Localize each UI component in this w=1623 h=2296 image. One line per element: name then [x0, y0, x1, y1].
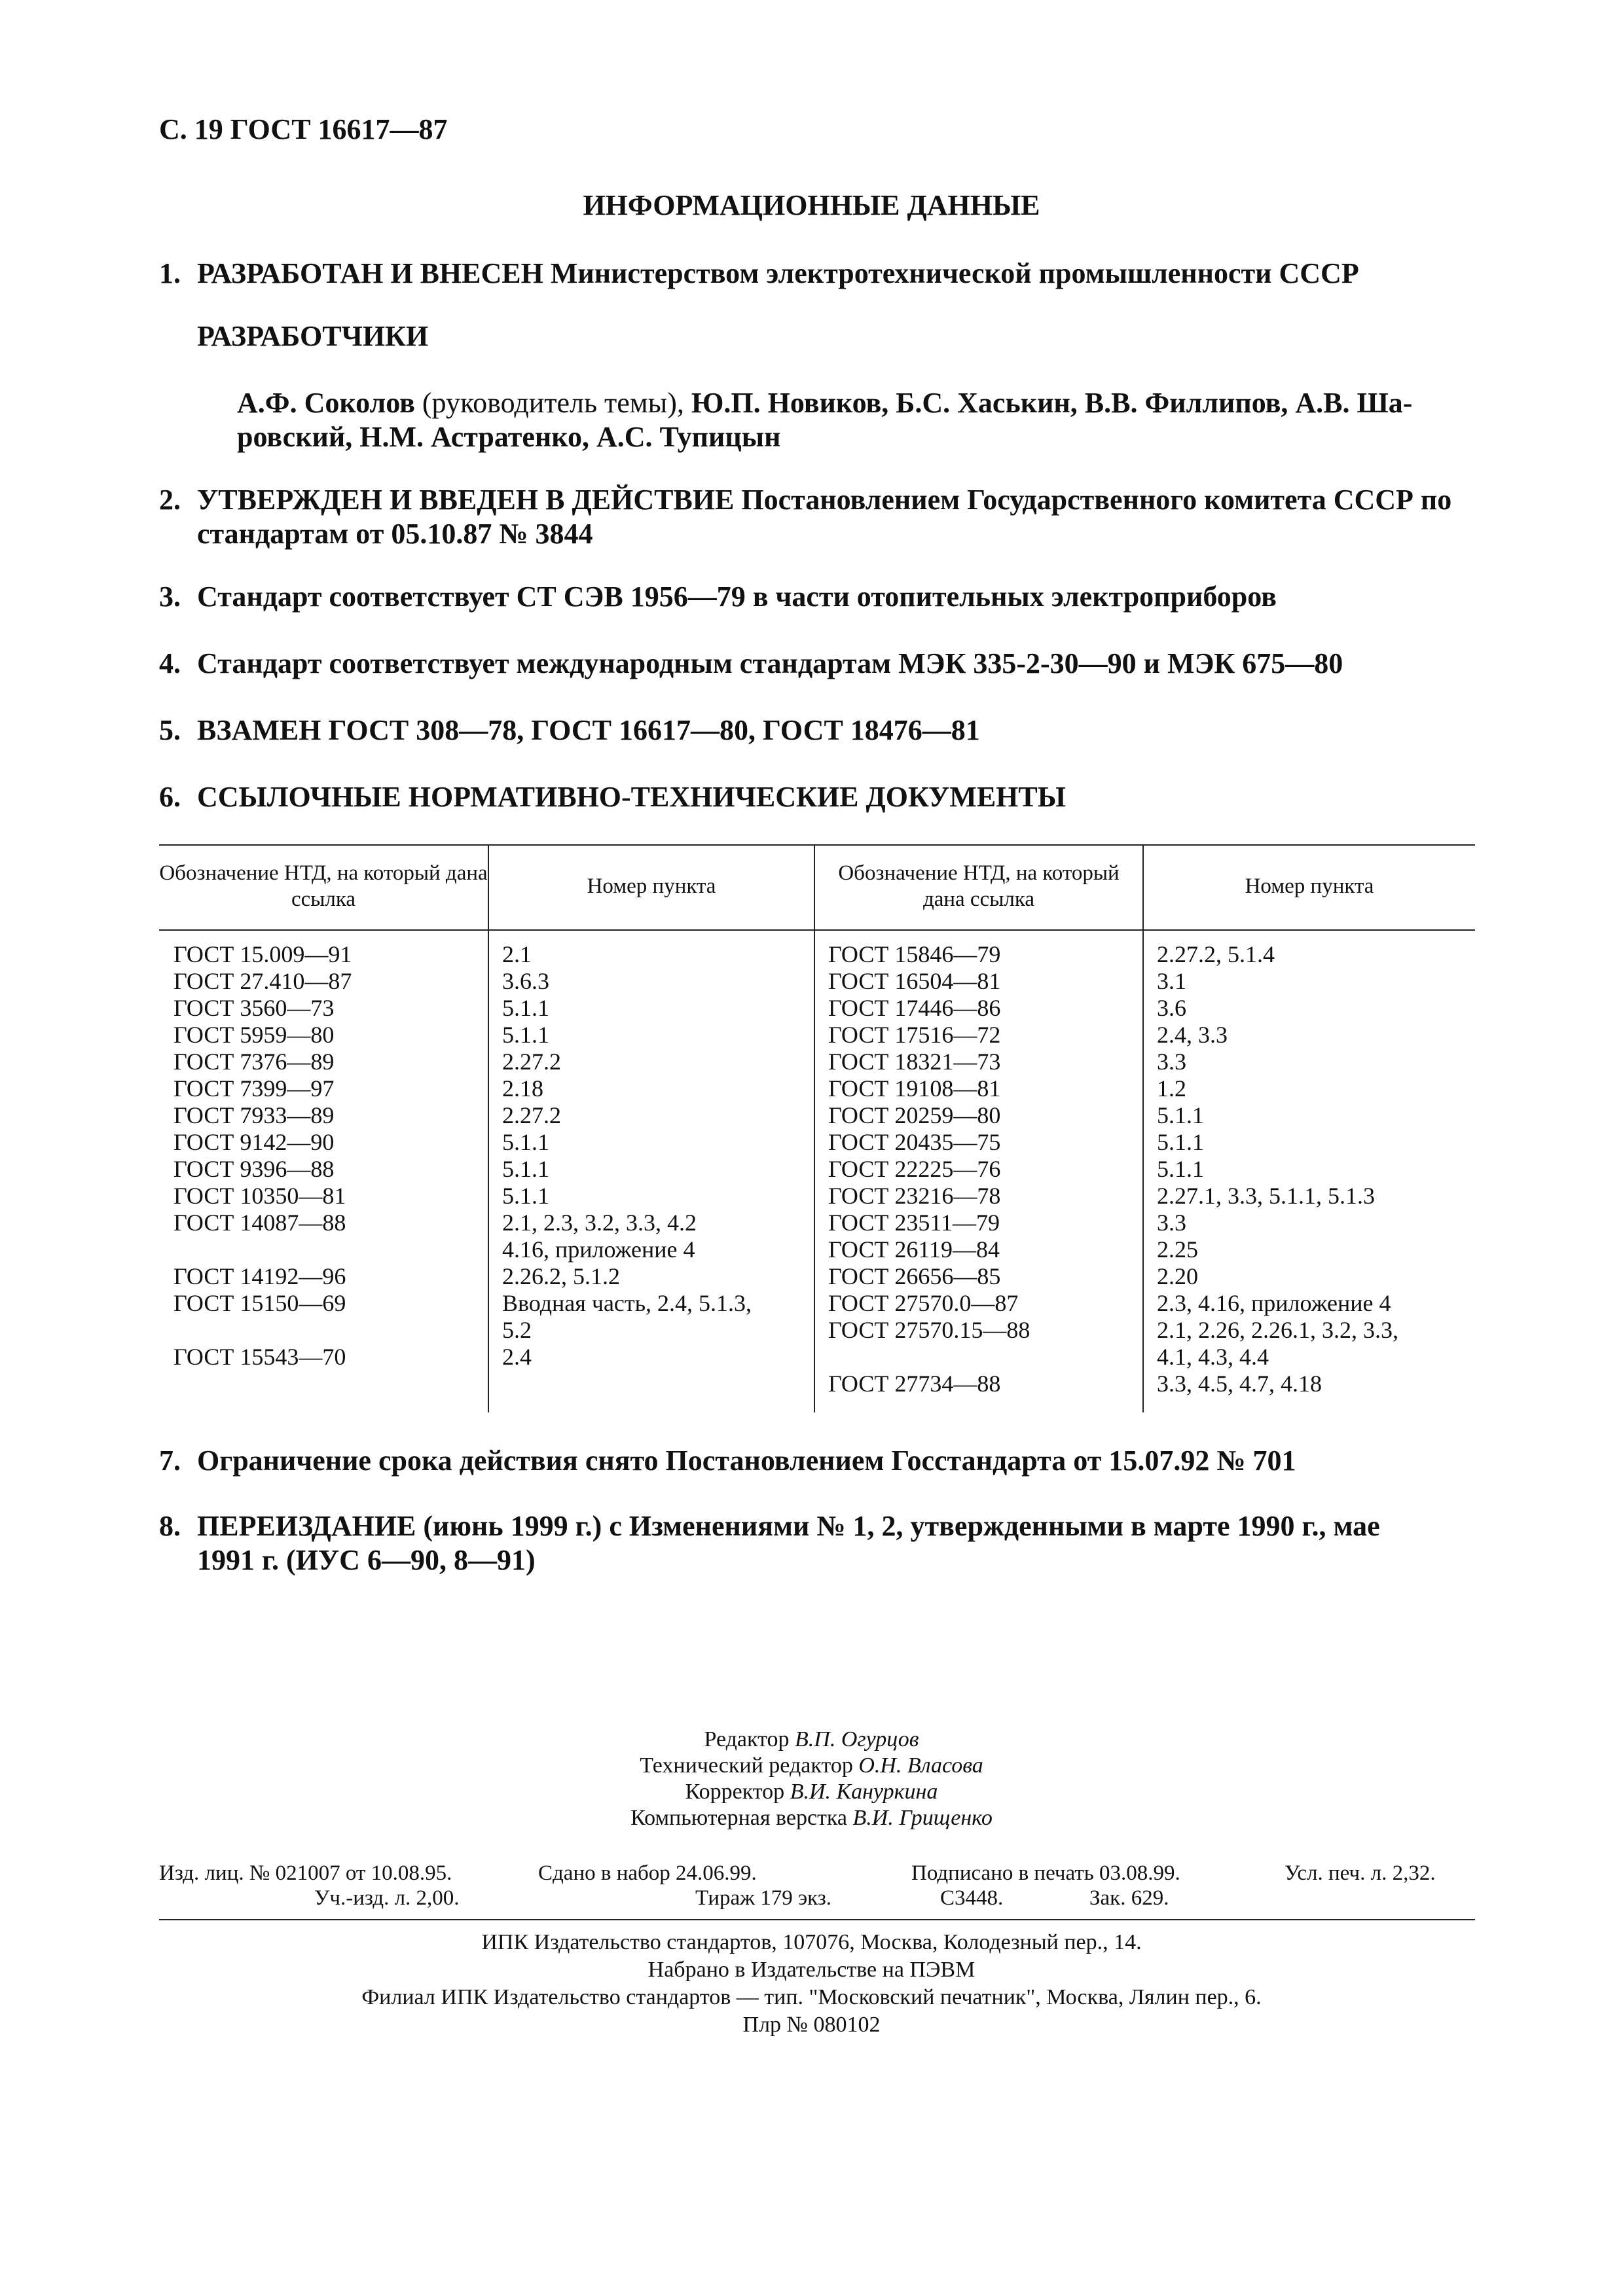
cell-doc-left: ГОСТ 9396—88: [173, 1156, 335, 1182]
imprint-code: С3448.: [940, 1886, 1004, 1910]
section-6: [159, 780, 1468, 814]
cell-item-right: 3.3: [1157, 1049, 1186, 1075]
footer-line-3: Филиал ИПК Издательство стандартов — тип. "Московский печатник", Москва, Лялин пер., 6.: [361, 1985, 1262, 2009]
cell-doc-right: ГОСТ 20259—80: [828, 1102, 1001, 1128]
section-2-line-2: стандартам от 05.10.87 № 3844: [197, 518, 593, 550]
cell-item-right: 2.1, 2.26, 2.26.1, 3.2, 3.3,: [1157, 1317, 1398, 1343]
developers-line-1: [237, 386, 1412, 420]
imprint-print-sheets: Усл. печ. л. 2,32.: [1285, 1861, 1436, 1885]
cell-doc-right: ГОСТ 20435—75: [828, 1129, 1001, 1155]
cell-doc-left: ГОСТ 3560—73: [173, 995, 335, 1021]
cell-item-left: 5.1.1: [502, 1022, 549, 1048]
cell-item-right: 2.27.2, 5.1.4: [1157, 941, 1275, 967]
table-header-doc-left: Обозначение НТД, на который дана ссылка: [159, 861, 488, 911]
cell-item-left: 2.4: [502, 1344, 532, 1370]
cell-item-left: 2.26.2, 5.1.2: [502, 1263, 620, 1289]
section-number: 2.: [159, 484, 181, 516]
footer-line-2: Набрано в Издательстве на ПЭВМ: [647, 1958, 976, 1982]
cell-item-left: 2.18: [502, 1075, 543, 1102]
credit-tech-editor: [0, 1753, 1623, 1779]
credit-layout: [0, 1805, 1623, 1831]
section-3-text: Стандарт соответствует СТ СЭВ 1956—79 в части отопительных электроприборов: [197, 581, 1277, 613]
section-1-label: РАЗРАБОТАН И ВНЕСЕН: [197, 257, 543, 289]
cell-item-right: 5.1.1: [1157, 1156, 1204, 1182]
cell-item-right: 3.3, 4.5, 4.7, 4.18: [1157, 1371, 1322, 1397]
cell-item-right: 5.1.1: [1157, 1129, 1204, 1155]
developer-lead-name: А.Ф. Соколов: [237, 387, 415, 419]
section-4-text: Стандарт соответствует международным стандартам МЭК 335-2-30—90 и МЭК 675—80: [197, 647, 1343, 679]
cell-item-right: 2.20: [1157, 1263, 1198, 1289]
imprint-typeset: Сдано в набор 24.06.99.: [538, 1861, 757, 1885]
imprint-pub-sheets: Уч.-изд. л. 2,00.: [314, 1886, 460, 1910]
section-number: 1.: [159, 257, 181, 289]
imprint-signed: Подписано в печать 03.08.99.: [911, 1861, 1180, 1885]
section-number: 8.: [159, 1510, 181, 1542]
cell-doc-right: ГОСТ 27570.0—87: [828, 1290, 1019, 1316]
cell-item-left: 5.1.1: [502, 1183, 549, 1209]
cell-item-left: Вводная часть, 2.4, 5.1.3,: [502, 1290, 752, 1316]
credit-name: В.И. Кануркина: [790, 1780, 938, 1804]
credit-label: Технический редактор: [640, 1753, 853, 1778]
cell-item-right: 2.4, 3.3: [1157, 1022, 1228, 1048]
cell-doc-left: ГОСТ 9142—90: [173, 1129, 335, 1155]
table-header-rule: [159, 929, 1475, 931]
footer-divider: [159, 1919, 1475, 1920]
section-number: 5.: [159, 714, 181, 746]
credit-corrector: [0, 1779, 1623, 1805]
credit-editor: [0, 1727, 1623, 1753]
cell-item-right: 2.27.1, 3.3, 5.1.1, 5.1.3: [1157, 1183, 1375, 1209]
cell-doc-right: ГОСТ 26119—84: [828, 1236, 1000, 1263]
cell-doc-right: ГОСТ 23216—78: [828, 1183, 1001, 1209]
cell-item-right: 2.25: [1157, 1236, 1198, 1263]
cell-item-right: 3.3: [1157, 1210, 1186, 1236]
section-5: [159, 713, 1468, 747]
section-2: [159, 483, 1475, 551]
cell-doc-right: ГОСТ 27734—88: [828, 1371, 1001, 1397]
cell-doc-right: ГОСТ 26656—85: [828, 1263, 1001, 1289]
cell-item-left: 2.27.2: [502, 1102, 561, 1128]
section-8-line-2: 1991 г. (ИУС 6—90, 8—91): [197, 1544, 536, 1576]
column-divider: [1142, 844, 1144, 1412]
cell-doc-left: ГОСТ 15150—69: [173, 1290, 346, 1316]
cell-doc-left: ГОСТ 7399—97: [173, 1075, 335, 1102]
cell-doc-right: ГОСТ 15846—79: [828, 941, 1001, 967]
credit-name: В.И. Грищенко: [852, 1806, 993, 1830]
credit-label: Редактор: [704, 1727, 790, 1751]
section-number: 3.: [159, 581, 181, 613]
developer-lead-role: (руководитель темы),: [422, 387, 684, 419]
cell-item-right: 4.1, 4.3, 4.4: [1157, 1344, 1269, 1370]
cell-doc-left: ГОСТ 15543—70: [173, 1344, 346, 1370]
cell-doc-right: ГОСТ 17446—86: [828, 995, 1001, 1021]
credit-name: В.П. Огурцов: [795, 1727, 919, 1751]
cell-item-left: 5.1.1: [502, 995, 549, 1021]
table-header-item-right: Номер пункта: [1245, 874, 1374, 898]
section-number: 6.: [159, 781, 181, 813]
cell-item-left: 2.27.2: [502, 1049, 561, 1075]
section-1: [159, 257, 1468, 291]
section-8: [159, 1509, 1475, 1577]
cell-item-left: 4.16, приложение 4: [502, 1236, 695, 1263]
credit-label: Компьютерная верстка: [630, 1806, 848, 1830]
cell-doc-right: ГОСТ 17516—72: [828, 1022, 1001, 1048]
column-divider: [814, 844, 815, 1412]
cell-doc-right: ГОСТ 18321—73: [828, 1049, 1001, 1075]
cell-item-right: 5.1.1: [1157, 1102, 1204, 1128]
section-number: 7.: [159, 1444, 181, 1477]
imprint-circulation: Тираж 179 экз.: [695, 1886, 831, 1910]
developers-line-2: ровский, Н.М. Астратенко, А.С. Тупицын: [237, 421, 781, 453]
developers-heading: РАЗРАБОТЧИКИ: [197, 320, 429, 352]
table-header-doc-right: Обозначение НТД, на который дана ссылка: [838, 861, 1120, 911]
cell-item-left: 3.6.3: [502, 968, 549, 994]
cell-doc-left: ГОСТ 7376—89: [173, 1049, 335, 1075]
imprint-license: Изд. лиц. № 021007 от 10.08.95.: [159, 1861, 452, 1885]
cell-doc-left: ГОСТ 14087—88: [173, 1210, 346, 1236]
cell-doc-right: ГОСТ 16504—81: [828, 968, 1001, 994]
cell-doc-left: ГОСТ 27.410—87: [173, 968, 352, 994]
credit-label: Корректор: [685, 1780, 785, 1804]
cell-doc-left: ГОСТ 15.009—91: [173, 941, 352, 967]
cell-item-left: 2.1, 2.3, 3.2, 3.3, 4.2: [502, 1210, 697, 1236]
section-number: 4.: [159, 647, 181, 679]
cell-item-right: 2.3, 4.16, приложение 4: [1157, 1290, 1391, 1316]
imprint-order: Зак. 629.: [1089, 1886, 1169, 1910]
section-7: [159, 1444, 1475, 1478]
section-3: [159, 580, 1468, 614]
cell-doc-left: ГОСТ 14192—96: [173, 1263, 346, 1289]
section-4: [159, 647, 1468, 681]
footer-line-4: Плр № 080102: [742, 2013, 881, 2037]
page-header: С. 19 ГОСТ 16617—87: [159, 113, 448, 145]
cell-item-left: 5.2: [502, 1317, 532, 1343]
column-divider: [488, 844, 489, 1412]
cell-item-right: 1.2: [1157, 1075, 1186, 1102]
section-2-line-1: УТВЕРЖДЕН И ВВЕДЕН В ДЕЙСТВИЕ Постановлением Государственного комитета СССР по: [197, 484, 1452, 516]
document-title: ИНФОРМАЦИОННЫЕ ДАННЫЕ: [583, 189, 1040, 221]
cell-doc-left: ГОСТ 7933—89: [173, 1102, 335, 1128]
cell-item-left: 2.1: [502, 941, 532, 967]
cell-doc-right: ГОСТ 27570.15—88: [828, 1317, 1030, 1343]
section-1-text: Министерством электротехнической промышленности СССР: [550, 257, 1359, 289]
cell-doc-right: ГОСТ 23511—79: [828, 1210, 1000, 1236]
cell-item-left: 5.1.1: [502, 1156, 549, 1182]
credit-name: О.Н. Власова: [858, 1753, 983, 1778]
cell-doc-right: ГОСТ 22225—76: [828, 1156, 1001, 1182]
cell-item-right: 3.1: [1157, 968, 1186, 994]
cell-doc-left: ГОСТ 5959—80: [173, 1022, 335, 1048]
section-7-text: Ограничение срока действия снято Постановлением Госстандарта от 15.07.92 № 701: [197, 1444, 1296, 1477]
section-8-line-1: ПЕРЕИЗДАНИЕ (июнь 1999 г.) с Изменениями № 1, 2, утвержденными в марте 1990 г., мае: [197, 1510, 1380, 1542]
cell-doc-left: ГОСТ 10350—81: [173, 1183, 346, 1209]
cell-item-left: 5.1.1: [502, 1129, 549, 1155]
footer-line-1: ИПК Издательство стандартов, 107076, Москва, Колодезный пер., 14.: [481, 1930, 1142, 1954]
section-5-text: ВЗАМЕН ГОСТ 308—78, ГОСТ 16617—80, ГОСТ 18476—81: [197, 714, 980, 746]
cell-doc-right: ГОСТ 19108—81: [828, 1075, 1001, 1102]
developers-names: Ю.П. Новиков, Б.С. Хаськин, В.В. Филлипов, А.В. Ша-: [691, 387, 1413, 419]
section-6-text: ССЫЛОЧНЫЕ НОРМАТИВНО-ТЕХНИЧЕСКИЕ ДОКУМЕНТЫ: [197, 781, 1066, 813]
table-header-item-left: Номер пункта: [587, 874, 716, 898]
cell-item-right: 3.6: [1157, 995, 1186, 1021]
reference-documents-table: [159, 844, 1475, 1412]
